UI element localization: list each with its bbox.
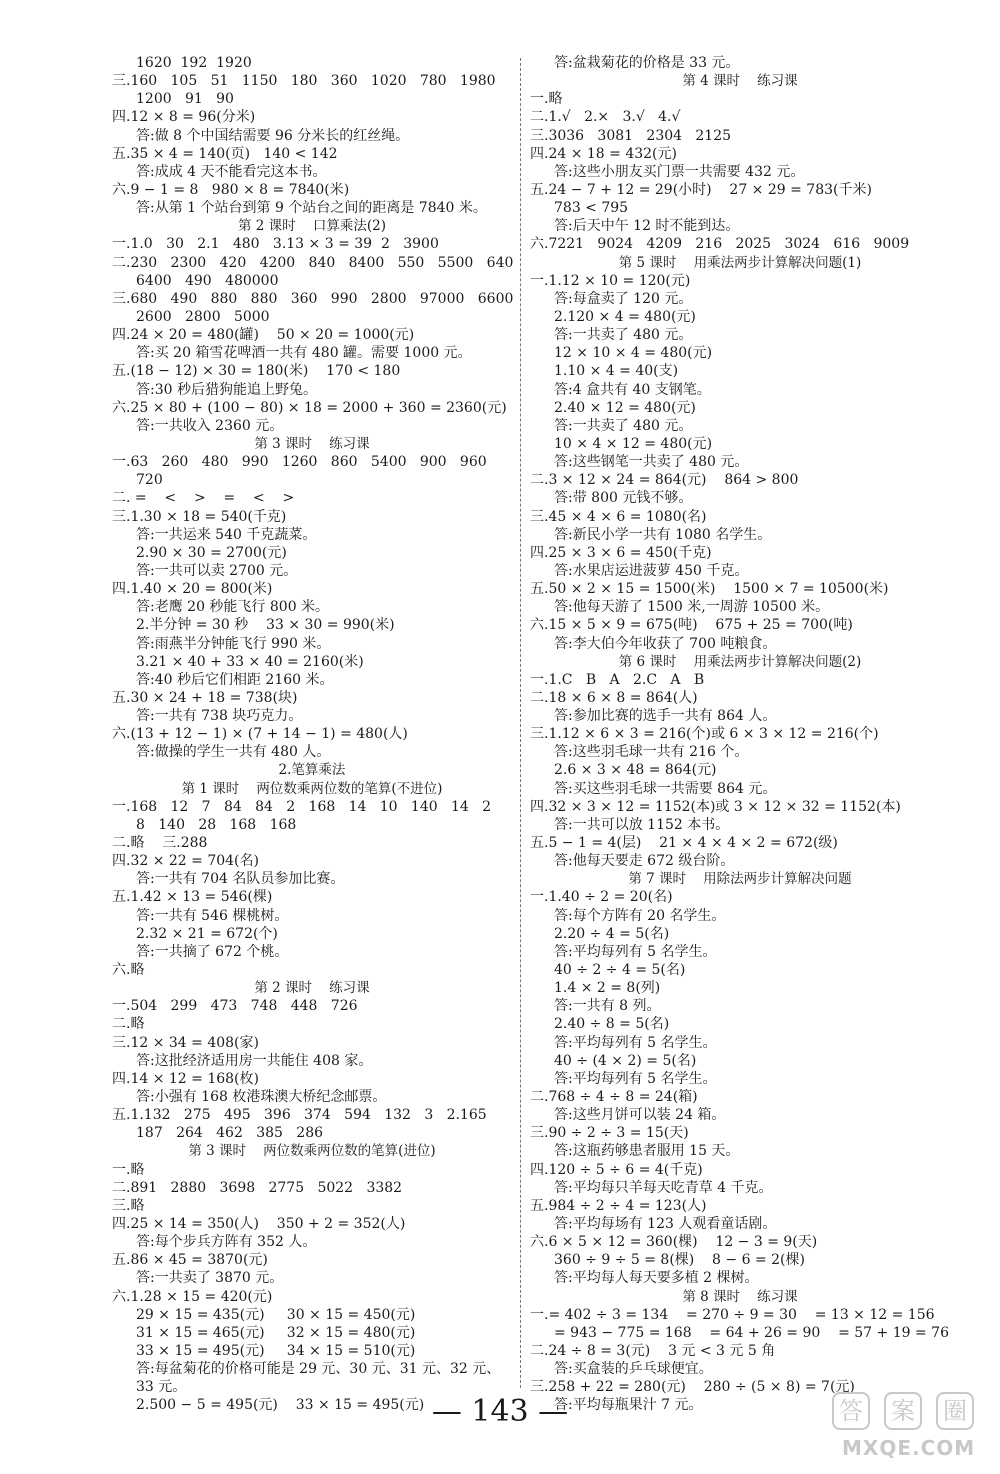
- answer-line: 答:一共可以卖 2700 元。: [136, 562, 298, 579]
- answer-line: 答:一共有 546 棵桃树。: [136, 907, 289, 924]
- answer-line: 答:带 800 元钱不够。: [554, 490, 693, 507]
- section-heading: 第 8 课时 练习课: [682, 1288, 798, 1305]
- answer-line: 187 264 462 385 286: [136, 1125, 324, 1142]
- answer-line: 1200 91 90: [136, 91, 234, 108]
- answer-line: 29 × 15 = 435(元) 30 × 15 = 450(元): [136, 1306, 416, 1323]
- answer-line: 答:盆栽菊花的价格是 33 元。: [554, 55, 740, 71]
- answer-line: 答:平均每列有 5 名学生。: [554, 943, 717, 960]
- answer-line: 答:每盒卖了 120 元。: [554, 290, 693, 307]
- page-number: — 143 —: [431, 1394, 569, 1429]
- answer-line: 六.1.28 × 15 = 420(元): [112, 1288, 273, 1305]
- answer-line: 五.50 × 2 × 15 = 1500(米) 1500 × 7 = 10500(米): [530, 581, 889, 598]
- answer-line: 一.略: [112, 1161, 145, 1178]
- answer-line: 六.6 × 5 × 12 = 360(棵) 12 − 3 = 9(天): [530, 1234, 818, 1251]
- answer-line: 答:一共卖了 3870 元。: [136, 1270, 284, 1287]
- answer-line: 四.14 × 12 = 168(枚): [112, 1070, 259, 1087]
- answer-line: 二.24 ÷ 8 = 3(元) 3 元 < 3 元 5 角: [530, 1342, 776, 1359]
- answer-line: 2.500 − 5 = 495(元) 33 × 15 = 495(元): [136, 1397, 425, 1414]
- watermark-char-2: 案: [884, 1392, 922, 1430]
- watermark-url: MXQE.COM: [842, 1436, 976, 1460]
- answer-line: 答:水果店运进菠萝 450 千克。: [554, 562, 749, 579]
- answer-line: 一.略: [530, 91, 563, 108]
- answer-line: 答:一共卖了 480 元。: [554, 327, 693, 344]
- answer-line: 答:买这些羽毛球一共需要 864 元。: [554, 780, 777, 797]
- answer-line: 一.= 402 ÷ 3 = 134 = 270 ÷ 9 = 30 = 13 × 12 = 156: [530, 1306, 935, 1323]
- answer-line: 六.7221 9024 4209 216 2025 3024 616 9009: [530, 236, 910, 253]
- answer-line: 答:平均每只羊每天吃青草 4 千克。: [554, 1179, 773, 1196]
- answer-line: 六.25 × 80 + (100 − 80) × 18 = 2000 + 360 = 2360(元): [112, 399, 507, 416]
- answer-line: 二.18 × 6 × 8 = 864(人): [530, 689, 698, 706]
- answer-line: 四.1.40 × 20 = 800(米): [112, 581, 273, 598]
- answer-line: 答:一共有 8 列。: [554, 998, 661, 1015]
- answer-line: 三.1.12 × 6 × 3 = 216(个)或 6 × 3 × 12 = 216(个): [530, 726, 879, 743]
- answer-line: 答:从第 1 个站台到第 9 个站台之间的距离是 7840 米。: [136, 200, 487, 217]
- answer-line: 三.3036 3081 2304 2125: [530, 127, 732, 144]
- section-heading: 第 5 课时 用乘法两步计算解决问题(1): [618, 254, 862, 271]
- watermark-logo: [828, 1388, 986, 1468]
- answer-line: 答:成成 4 天不能看完这本书。: [136, 163, 327, 180]
- answer-line: 答:每个方阵有 20 名学生。: [554, 907, 726, 924]
- answer-line: 答:他每天要走 672 级台阶。: [554, 853, 735, 870]
- answer-line: 答:30 秒后猎狗能追上野兔。: [136, 381, 317, 398]
- answer-line: 一.1.0 30 2.1 480 3.13 × 3 = 39 2 3900: [112, 236, 439, 253]
- answer-line: 答:一共卖了 480 元。: [554, 417, 693, 434]
- answer-line: 答:做 8 个中国结需要 96 分米长的红丝绳。: [136, 127, 410, 144]
- answer-line: 一.1.C B A 2.C A B: [530, 671, 705, 688]
- answer-line: 答:这些钢笔一共卖了 480 元。: [554, 454, 749, 471]
- answer-line: 答:平均每列有 5 名学生。: [554, 1034, 717, 1051]
- answer-line: 答:4 盒共有 40 支钢笔。: [554, 381, 711, 398]
- answer-line: 答:这些月饼可以装 24 箱。: [554, 1107, 726, 1124]
- answer-line: 二. = < > = < >: [112, 490, 295, 507]
- answer-line: 答:40 秒后它们相距 2160 米。: [136, 671, 334, 688]
- answer-line: 答:参加比赛的选手一共有 864 人。: [554, 708, 777, 725]
- answer-line: 6400 490 480000: [136, 272, 279, 289]
- answer-line: 2.32 × 21 = 672(个): [136, 925, 278, 942]
- answer-line: 2600 2800 5000: [136, 308, 270, 325]
- answer-line: 四.32 × 22 = 704(名): [112, 853, 259, 870]
- answer-line: 答:一共有 704 名队员参加比赛。: [136, 871, 345, 888]
- answer-line: 五.35 × 4 = 140(页) 140 < 142: [112, 145, 338, 162]
- answer-line: 一.1.12 × 10 = 120(元): [530, 272, 691, 289]
- watermark-char-3: 圈: [936, 1392, 974, 1430]
- answer-line: 360 ÷ 9 ÷ 5 = 8(棵) 8 − 6 = 2(棵): [554, 1252, 805, 1269]
- answer-line: 答:李大伯今年收获了 700 吨粮食。: [554, 635, 777, 652]
- answer-line: 答:这瓶药够患者服用 15 天。: [554, 1143, 740, 1160]
- answer-line: 12 × 10 × 4 = 480(元): [554, 345, 713, 362]
- answer-line: 答:后天中午 12 时不能到达。: [554, 218, 740, 235]
- answer-line: 六.(13 + 12 − 1) × (7 + 14 − 1) = 480(人): [112, 726, 408, 743]
- left-column: [112, 54, 512, 1415]
- answer-line: 答:平均每人每天要多植 2 棵树。: [554, 1270, 759, 1287]
- answer-line: 2.90 × 30 = 2700(元): [136, 544, 287, 561]
- answer-line: 五.(18 − 12) × 30 = 180(米) 170 < 180: [112, 363, 401, 380]
- answer-line: 五.1.132 275 495 396 374 594 132 3 2.165: [112, 1107, 487, 1124]
- answer-line: 40 ÷ 2 ÷ 4 = 5(名): [554, 962, 686, 979]
- answer-line: 三.12 × 34 = 408(家): [112, 1034, 259, 1051]
- answer-line: 2.120 × 4 = 480(元): [554, 308, 696, 325]
- answer-line: 答:他每天游了 1500 米,一周游 10500 米。: [554, 599, 830, 616]
- section-heading: 2.笔算乘法: [278, 762, 346, 779]
- answer-line: 答:一共运来 540 千克蔬菜。: [136, 526, 317, 543]
- answer-line: 8 140 28 168 168: [136, 816, 297, 833]
- answer-line: 2.6 × 3 × 48 = 864(元): [554, 762, 717, 779]
- answer-line: 三.160 105 51 1150 180 360 1020 780 1980: [112, 73, 496, 90]
- section-heading: 第 1 课时 两位数乘两位数的笔算(不进位): [181, 780, 443, 797]
- answer-line: 答:这些小朋友买门票一共需要 432 元。: [554, 163, 805, 180]
- answer-line: 答:小强有 168 枚港珠澳大桥纪念邮票。: [136, 1089, 387, 1106]
- answer-line: 2.半分钟 = 30 秒 33 × 30 = 990(米): [136, 617, 395, 634]
- answer-line: 五.86 × 45 = 3870(元): [112, 1252, 268, 1269]
- answer-line: 答:一共有 738 块巧克力。: [136, 708, 303, 725]
- section-heading: 第 3 课时 练习课: [254, 435, 370, 452]
- answer-line: 一.1.40 ÷ 2 = 20(名): [530, 889, 673, 906]
- answer-line: 2.40 ÷ 8 = 5(名): [554, 1016, 670, 1033]
- column-divider: [520, 58, 521, 1388]
- answer-line: 答:平均每列有 5 名学生。: [554, 1070, 717, 1087]
- answer-line: 五.984 ÷ 2 ÷ 4 = 123(人): [530, 1197, 707, 1214]
- answer-line: 1.10 × 4 = 40(支): [554, 363, 679, 380]
- answer-line: 三.258 + 22 = 280(元) 280 ÷ (5 × 8) = 7(元): [530, 1379, 855, 1396]
- answer-line: 四.24 × 20 = 480(罐) 50 × 20 = 1000(元): [112, 327, 415, 344]
- answer-line: 五.24 − 7 + 12 = 29(小时) 27 × 29 = 783(千米): [530, 181, 872, 198]
- answer-line: 答:一共摘了 672 个桃。: [136, 943, 289, 960]
- answer-line: 六.15 × 5 × 9 = 675(吨) 675 + 25 = 700(吨): [530, 617, 853, 634]
- answer-line: 三.略: [112, 1197, 145, 1214]
- answer-line: 二.3 × 12 × 24 = 864(元) 864 > 800: [530, 472, 799, 489]
- answer-line: 答:每个步兵方阵有 352 人。: [136, 1234, 317, 1251]
- answer-line: 二.略: [112, 1016, 145, 1033]
- answer-line: 四.120 ÷ 5 ÷ 6 = 4(千克): [530, 1161, 703, 1178]
- answer-line: 33 元。: [136, 1379, 187, 1396]
- answer-line: 一.504 299 473 748 448 726: [112, 998, 358, 1015]
- section-heading: 第 2 课时 口算乘法(2): [238, 218, 386, 235]
- answer-line: 3.21 × 40 + 33 × 40 = 2160(米): [136, 653, 364, 670]
- answer-line: 二.891 2880 3698 2775 5022 3382: [112, 1179, 403, 1196]
- answer-line: 四.24 × 18 = 432(元): [530, 145, 677, 162]
- answer-line: 答:老鹰 20 秒能飞行 800 米。: [136, 599, 330, 616]
- answer-line: 五.5 − 1 = 4(层) 21 × 4 × 4 × 2 = 672(级): [530, 835, 838, 852]
- answer-line: 答:雨燕半分钟能飞行 990 米。: [136, 635, 331, 652]
- answer-line: 六.略: [112, 962, 145, 979]
- answer-line: 答:平均每场有 123 人观看童话剧。: [554, 1216, 777, 1232]
- answer-line: 答:一共可以放 1152 本书。: [554, 816, 730, 833]
- section-heading: 第 3 课时 两位数乘两位数的笔算(进位): [188, 1143, 436, 1160]
- answer-line: 四.25 × 3 × 6 = 450(千克): [530, 544, 712, 561]
- answer-line: 40 ÷ (4 × 2) = 5(名): [554, 1052, 697, 1069]
- answer-line: 2.40 × 12 = 480(元): [554, 399, 696, 416]
- answer-line: 四.25 × 14 = 350(人) 350 + 2 = 352(人): [112, 1216, 406, 1232]
- answer-line: 答:买盒装的乒乓球便宜。: [554, 1361, 713, 1378]
- answer-line: 答:这些羽毛球一共有 216 个。: [554, 744, 749, 761]
- answer-line: 三.45 × 4 × 6 = 1080(名): [530, 508, 707, 525]
- answer-line: 三.90 ÷ 2 ÷ 3 = 15(天): [530, 1125, 689, 1142]
- watermark-char-1: 答: [832, 1392, 870, 1430]
- answer-line: 783 < 795: [554, 200, 629, 217]
- section-heading: 第 7 课时 用除法两步计算解决问题: [628, 871, 852, 888]
- answer-line: 10 × 4 × 12 = 480(元): [554, 435, 713, 452]
- answer-line: 五.1.42 × 13 = 546(棵): [112, 889, 273, 906]
- answer-line: 二.略 三.288: [112, 835, 208, 852]
- answer-line: 33 × 15 = 495(元) 34 × 15 = 510(元): [136, 1342, 416, 1359]
- answer-line: 31 × 15 = 465(元) 32 × 15 = 480(元): [136, 1324, 416, 1341]
- answer-line: 二.768 ÷ 4 ÷ 8 = 24(箱): [530, 1089, 698, 1106]
- answer-line: 五.30 × 24 + 18 = 738(块): [112, 689, 298, 706]
- answer-line: 三.680 490 880 880 360 990 2800 97000 6600: [112, 290, 514, 307]
- answer-line: 2.20 ÷ 4 = 5(名): [554, 925, 670, 942]
- answer-line: 一.63 260 480 990 1260 860 5400 900 960: [112, 454, 487, 471]
- section-heading: 第 4 课时 练习课: [682, 73, 798, 90]
- answer-line: 答:每盆菊花的价格可能是 29 元、30 元、31 元、32 元、: [136, 1361, 501, 1378]
- answer-line: 六.9 − 1 = 8 980 × 8 = 7840(米): [112, 181, 350, 198]
- answer-line: 720: [136, 472, 163, 489]
- answer-line: 四.32 × 3 × 12 = 1152(本)或 3 × 12 × 32 = 1152(本): [530, 798, 901, 815]
- answer-line: 1.4 × 2 = 8(列): [554, 980, 661, 997]
- answer-line: 一.168 12 7 84 84 2 168 14 10 140 14 2: [112, 798, 492, 815]
- answer-line: 答:新民小学一共有 1080 名学生。: [554, 526, 772, 543]
- answer-line: 答:买 20 箱雪花啤酒一共有 480 罐。需要 1000 元。: [136, 345, 472, 362]
- answer-line: 1620 192 1920: [136, 55, 252, 71]
- section-heading: 第 6 课时 用乘法两步计算解决问题(2): [618, 653, 862, 670]
- answer-line: 二.230 2300 420 4200 840 8400 550 5500 640: [112, 254, 514, 271]
- answer-line: 四.12 × 8 = 96(分米): [112, 109, 256, 126]
- answer-line: 二.1.√ 2.× 3.√ 4.√: [530, 109, 681, 126]
- answer-line: 答:一共收入 2360 元。: [136, 417, 284, 434]
- answer-line: 答:做操的学生一共有 480 人。: [136, 744, 331, 761]
- section-heading: 第 2 课时 练习课: [254, 980, 370, 997]
- answer-line: = 943 − 775 = 168 = 64 + 26 = 90 = 57 + 19 = 76: [554, 1324, 949, 1341]
- answer-line: 三.1.30 × 18 = 540(千克): [112, 508, 287, 525]
- answer-line: 答:平均每瓶果汁 7 元。: [554, 1397, 703, 1414]
- answer-line: 答:这批经济适用房一共能住 408 家。: [136, 1052, 373, 1069]
- right-column: [530, 54, 950, 1415]
